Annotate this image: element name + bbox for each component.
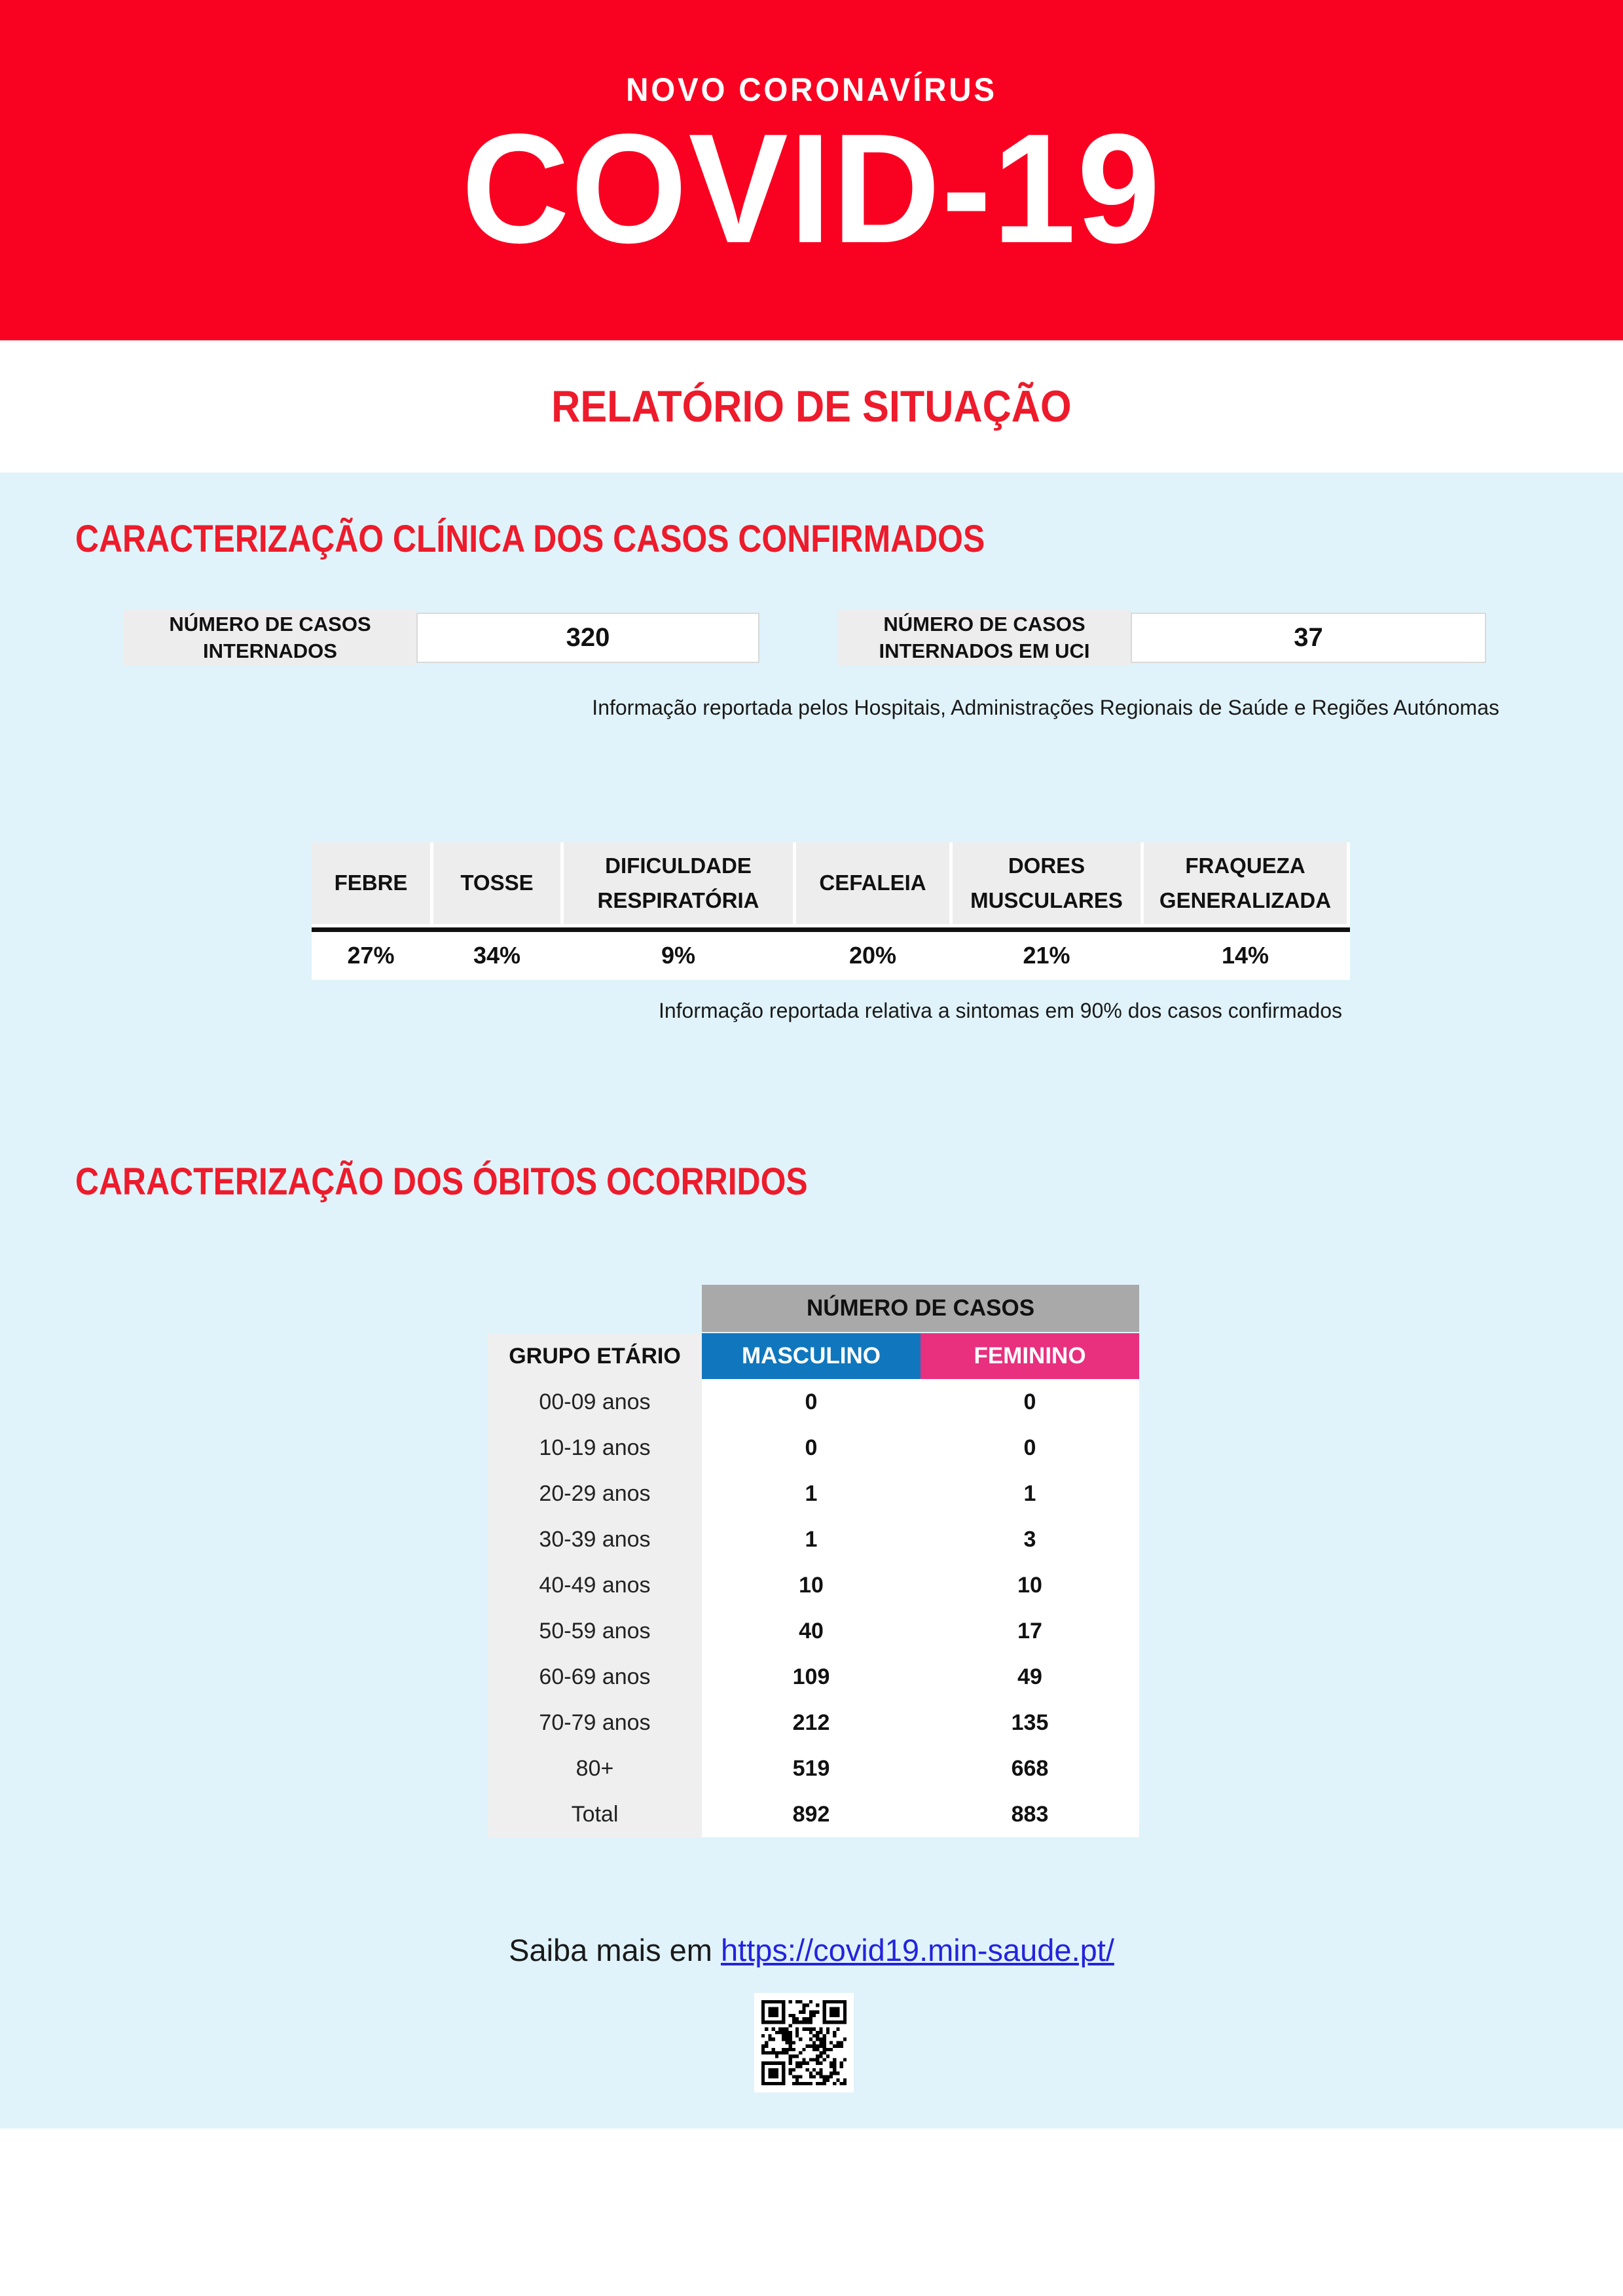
age-group-label: 10-19 anos <box>488 1425 702 1471</box>
qr-code-image <box>761 2000 847 2085</box>
table-divider <box>312 927 1350 932</box>
symptom-header: DIFICULDADE RESPIRATÓRIA <box>564 842 793 924</box>
page-title: COVID-19 <box>461 102 1162 276</box>
symptom-column <box>1144 842 1347 924</box>
symptoms-table <box>312 842 1350 980</box>
age-group-label: Total <box>488 1791 702 1837</box>
male-value: 0 <box>702 1425 921 1471</box>
symptom-value: 14% <box>1144 935 1347 976</box>
female-value: 1 <box>921 1471 1139 1516</box>
female-value: 0 <box>921 1425 1139 1471</box>
symptom-value: 20% <box>796 935 949 976</box>
symptom-header: FRAQUEZA GENERALIZADA <box>1144 842 1347 924</box>
column-header-grupo-etario: GRUPO ETÁRIO <box>488 1333 702 1379</box>
table-row <box>488 1379 1139 1425</box>
symptom-header: CEFALEIA <box>796 842 949 924</box>
female-value: 883 <box>921 1791 1139 1837</box>
covid19-link[interactable]: https://covid19.min-saude.pt/ <box>721 1933 1114 1967</box>
symptom-header: TOSSE <box>433 842 560 924</box>
symptom-column <box>564 842 793 924</box>
qr-code <box>754 1993 854 2092</box>
symptom-value: 9% <box>564 935 793 976</box>
male-value: 1 <box>702 1471 921 1516</box>
column-header-feminino: FEMININO <box>921 1333 1139 1379</box>
table-row <box>488 1746 1139 1791</box>
footer <box>0 2128 1623 2296</box>
female-value: 17 <box>921 1608 1139 1654</box>
stat-value-internados: 320 <box>416 613 759 663</box>
header-banner <box>0 0 1623 340</box>
female-value: 10 <box>921 1562 1139 1608</box>
note-hospitals: Informação reportada pelos Hospitais, Administrações Regionais de Saúde e Regiões Autónomas <box>592 696 1499 719</box>
female-value: 668 <box>921 1746 1139 1791</box>
symptom-column <box>312 842 430 924</box>
table-row-total <box>488 1791 1139 1837</box>
male-value: 10 <box>702 1562 921 1608</box>
table-row <box>488 1700 1139 1746</box>
subtitle-band <box>0 340 1623 473</box>
male-value: 212 <box>702 1700 921 1746</box>
stat-label-internados-uci: NÚMERO DE CASOS INTERNADOS EM UCI <box>838 610 1131 666</box>
male-value: 109 <box>702 1654 921 1700</box>
note-symptoms: Informação reportada relativa a sintomas em 90% dos casos confirmados <box>658 999 1342 1022</box>
symptom-column <box>796 842 949 924</box>
deaths-table <box>488 1285 1139 1837</box>
deaths-group-header: NÚMERO DE CASOS <box>702 1285 1139 1332</box>
table-row <box>488 1562 1139 1608</box>
symptom-header: FEBRE <box>312 842 430 924</box>
symptom-value: 34% <box>433 935 560 976</box>
symptom-value: 27% <box>312 935 430 976</box>
header-kicker: NOVO CORONAVÍRUS <box>626 71 997 108</box>
age-group-label: 80+ <box>488 1746 702 1791</box>
age-group-label: 20-29 anos <box>488 1471 702 1516</box>
symptom-header: DORES MUSCULARES <box>953 842 1140 924</box>
age-group-label: 00-09 anos <box>488 1379 702 1425</box>
female-value: 49 <box>921 1654 1139 1700</box>
age-group-label: 40-49 anos <box>488 1562 702 1608</box>
age-group-label: 60-69 anos <box>488 1654 702 1700</box>
symptom-column <box>433 842 560 924</box>
column-header-masculino: MASCULINO <box>702 1333 921 1379</box>
age-group-label: 70-79 anos <box>488 1700 702 1746</box>
female-value: 0 <box>921 1379 1139 1425</box>
age-group-label: 30-39 anos <box>488 1516 702 1562</box>
male-value: 0 <box>702 1379 921 1425</box>
male-value: 40 <box>702 1608 921 1654</box>
more-info-line <box>0 1932 1623 1968</box>
age-group-label: 50-59 anos <box>488 1608 702 1654</box>
male-value: 519 <box>702 1746 921 1791</box>
female-value: 135 <box>921 1700 1139 1746</box>
male-value: 892 <box>702 1791 921 1837</box>
table-row <box>488 1425 1139 1471</box>
stat-label-internados: NÚMERO DE CASOS INTERNADOS <box>124 610 416 666</box>
deaths-header-row <box>488 1333 1139 1379</box>
male-value: 1 <box>702 1516 921 1562</box>
table-row <box>488 1516 1139 1562</box>
table-row <box>488 1654 1139 1700</box>
report-subtitle: RELATÓRIO DE SITUAÇÃO <box>551 382 1072 431</box>
female-value: 3 <box>921 1516 1139 1562</box>
more-info-prefix: Saiba mais em <box>509 1933 721 1967</box>
table-row <box>488 1608 1139 1654</box>
symptom-column <box>953 842 1140 924</box>
table-row <box>488 1471 1139 1516</box>
symptom-value: 21% <box>953 935 1140 976</box>
stat-value-internados-uci: 37 <box>1131 613 1486 663</box>
section-heading-clinical: CARACTERIZAÇÃO CLÍNICA DOS CASOS CONFIRMADOS <box>75 518 985 560</box>
section-heading-deaths: CARACTERIZAÇÃO DOS ÓBITOS OCORRIDOS <box>75 1160 808 1203</box>
